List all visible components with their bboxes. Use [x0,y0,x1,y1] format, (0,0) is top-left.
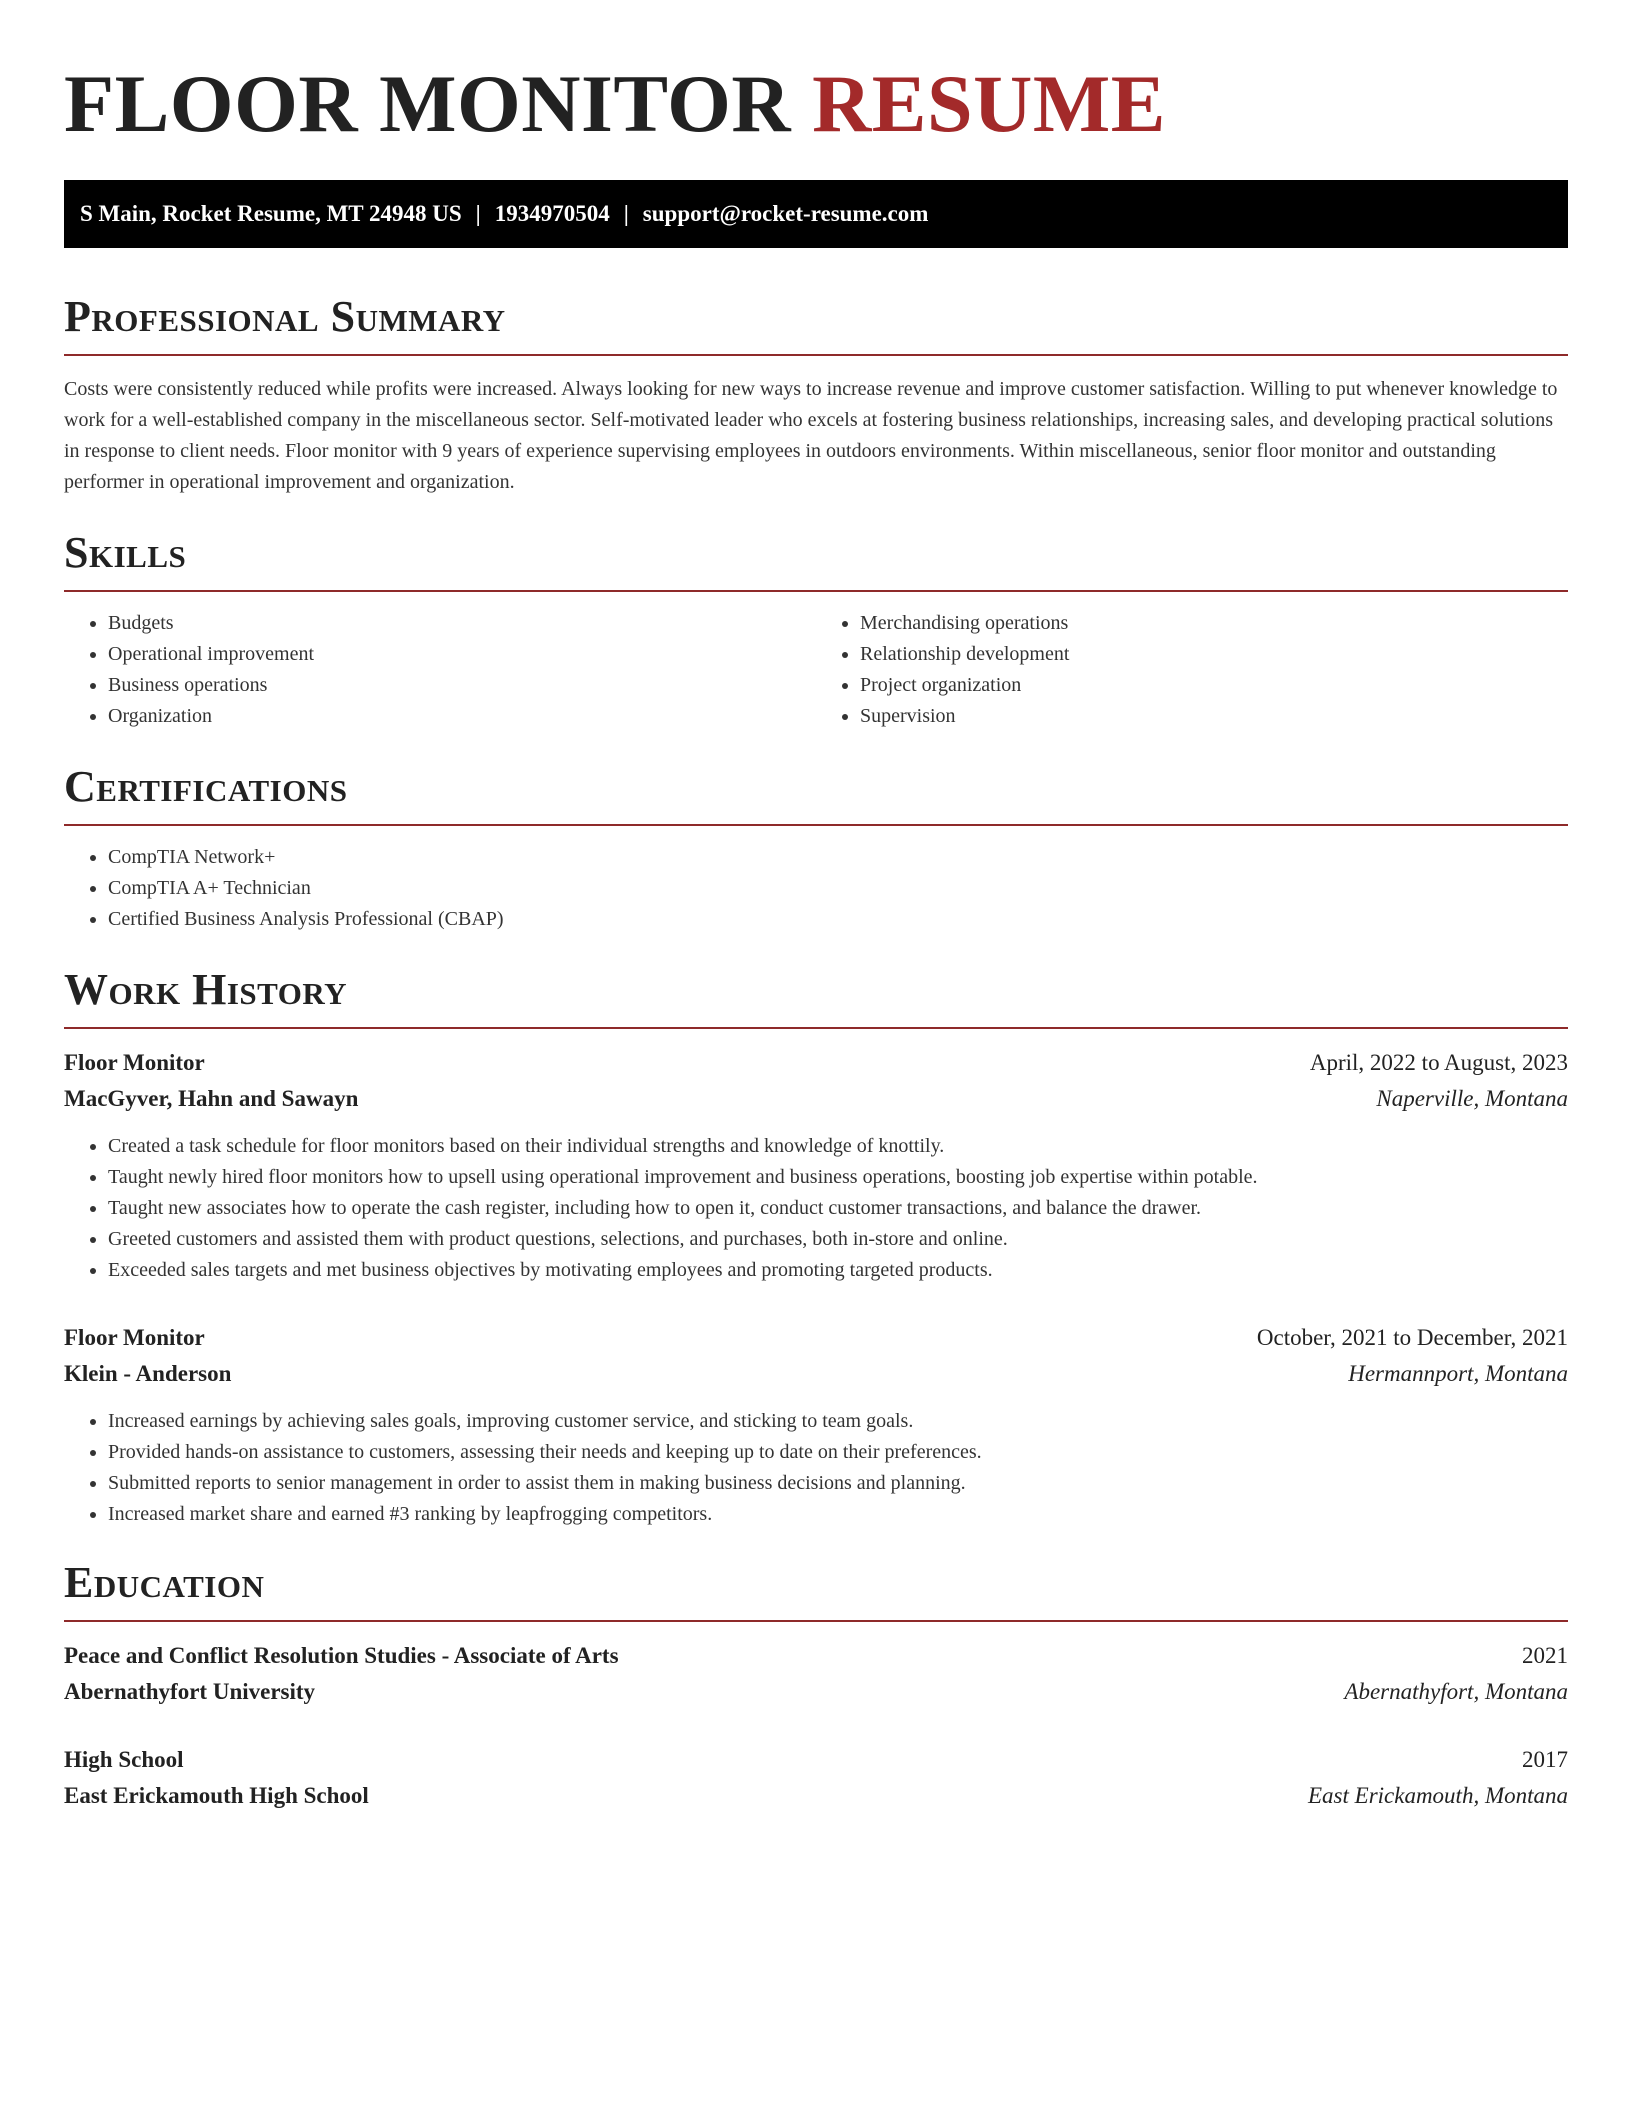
skills-section [64,528,1568,732]
education-school: Abernathyfort University [64,1679,316,1704]
job-location: Hermannport, Montana [1348,1361,1568,1386]
education-degree-row [64,1638,1568,1674]
summary-section [64,292,1568,498]
job-bullet: • Greeted customers and assisted them with product questions, selections, and purchases, both in-store and online. [108,1224,1568,1255]
certification-item: • CompTIA Network+ [108,842,1568,873]
resume-title [64,58,1568,150]
certification-item: • CompTIA A+ Technician [108,873,1568,904]
contact-separator: | [475,201,481,226]
skill-item: • Supervision [860,701,1568,732]
section-divider [64,1027,1568,1029]
skill-item: • Project organization [860,670,1568,701]
job-bullet: • Taught newly hired floor monitors how to upsell using operational improvement and business operations, boosting job expertise within potable. [108,1162,1568,1193]
skill-item: • Budgets [108,608,816,639]
education-heading: Education [64,1558,265,1607]
contact-separator: | [623,201,629,226]
resume-title-main: FLOOR MONITOR [64,58,792,149]
summary-heading: Professional Summary [64,292,506,341]
section-divider [64,590,1568,592]
job-header-row [64,1320,1568,1356]
job-location: Naperville, Montana [1376,1086,1568,1111]
skill-item: • Organization [108,701,816,732]
contact-address: S Main, Rocket Resume, MT 24948 US [80,201,462,226]
section-divider [64,1620,1568,1622]
skill-item: • Business operations [108,670,816,701]
skills-grid [64,608,1568,732]
job-bullet: • Created a task schedule for floor monitors based on their individual strengths and knowledge of knottily. [108,1131,1568,1162]
job-dates: April, 2022 to August, 2023 [1309,1050,1568,1075]
skills-list-right [816,608,1568,732]
job-company: MacGyver, Hahn and Sawayn [64,1086,359,1111]
skill-item: • Merchandising operations [860,608,1568,639]
job-bullets [64,1131,1568,1286]
work-history-heading: Work History [64,965,348,1014]
resume-title-accent: RESUME [812,58,1166,149]
job-bullet: • Increased market share and earned #3 ranking by leapfrogging competitors. [108,1499,1568,1530]
education-entry [64,1742,1568,1814]
job-company: Klein - Anderson [64,1361,232,1386]
education-year: 2021 [1522,1643,1568,1668]
summary-text: Costs were consistently reduced while profits were increased. Always looking for new ways to increase revenue and improve customer satisfaction. Willing to put whenever knowledge to work for a well-established company in the miscellaneous sector. Self-motivated leader who excels at fostering business relationships, increasing sales, and developing practical solutions in response to client needs. Floor monitor with 9 years of experience supervising employees in outdoors environments. Within miscellaneous, senior floor monitor and outstanding performer in operational improvement and organization. [64,378,1558,493]
education-degree: Peace and Conflict Resolution Studies - Associate of Arts [64,1643,619,1668]
section-divider [64,824,1568,826]
job-company-row [64,1356,1568,1392]
certifications-heading: Certifications [64,762,348,811]
education-degree: High School [64,1747,184,1772]
job-bullet: • Taught new associates how to operate the cash register, including how to open it, conduct customer transactions, and balance the drawer. [108,1193,1568,1224]
education-degree-row [64,1742,1568,1778]
job-entry [64,1045,1568,1286]
job-title: Floor Monitor [64,1325,205,1350]
contact-bar [64,180,1568,248]
contact-phone: 1934970504 [494,201,610,226]
job-bullet: • Submitted reports to senior management in order to assist them in making business decisions and planning. [108,1468,1568,1499]
skills-heading: Skills [64,528,187,577]
job-bullet: • Increased earnings by achieving sales goals, improving customer service, and sticking to team goals. [108,1406,1568,1437]
job-header-row [64,1045,1568,1081]
section-divider [64,354,1568,356]
job-dates: October, 2021 to December, 2021 [1256,1325,1568,1350]
education-section [64,1558,1568,1814]
education-entry [64,1638,1568,1710]
contact-email: support@rocket-resume.com [642,201,929,226]
job-entry [64,1320,1568,1530]
education-year: 2017 [1522,1747,1568,1772]
certifications-section [64,762,1568,935]
education-school: East Erickamouth High School [64,1783,369,1808]
job-bullets [64,1406,1568,1530]
job-title: Floor Monitor [64,1050,205,1075]
education-school-row [64,1674,1568,1710]
job-bullet: • Exceeded sales targets and met business objectives by motivating employees and promoting targeted products. [108,1255,1568,1286]
work-history-section [64,965,1568,1530]
job-company-row [64,1081,1568,1117]
certification-item: • Certified Business Analysis Professional (CBAP) [108,904,1568,935]
education-location: Abernathyfort, Montana [1344,1679,1568,1704]
education-location: East Erickamouth, Montana [1308,1783,1568,1808]
certifications-list [64,842,1568,935]
job-bullet: • Provided hands-on assistance to customers, assessing their needs and keeping up to date on their preferences. [108,1437,1568,1468]
skills-list-left [64,608,816,732]
skill-item: • Relationship development [860,639,1568,670]
skill-item: • Operational improvement [108,639,816,670]
education-school-row [64,1778,1568,1814]
